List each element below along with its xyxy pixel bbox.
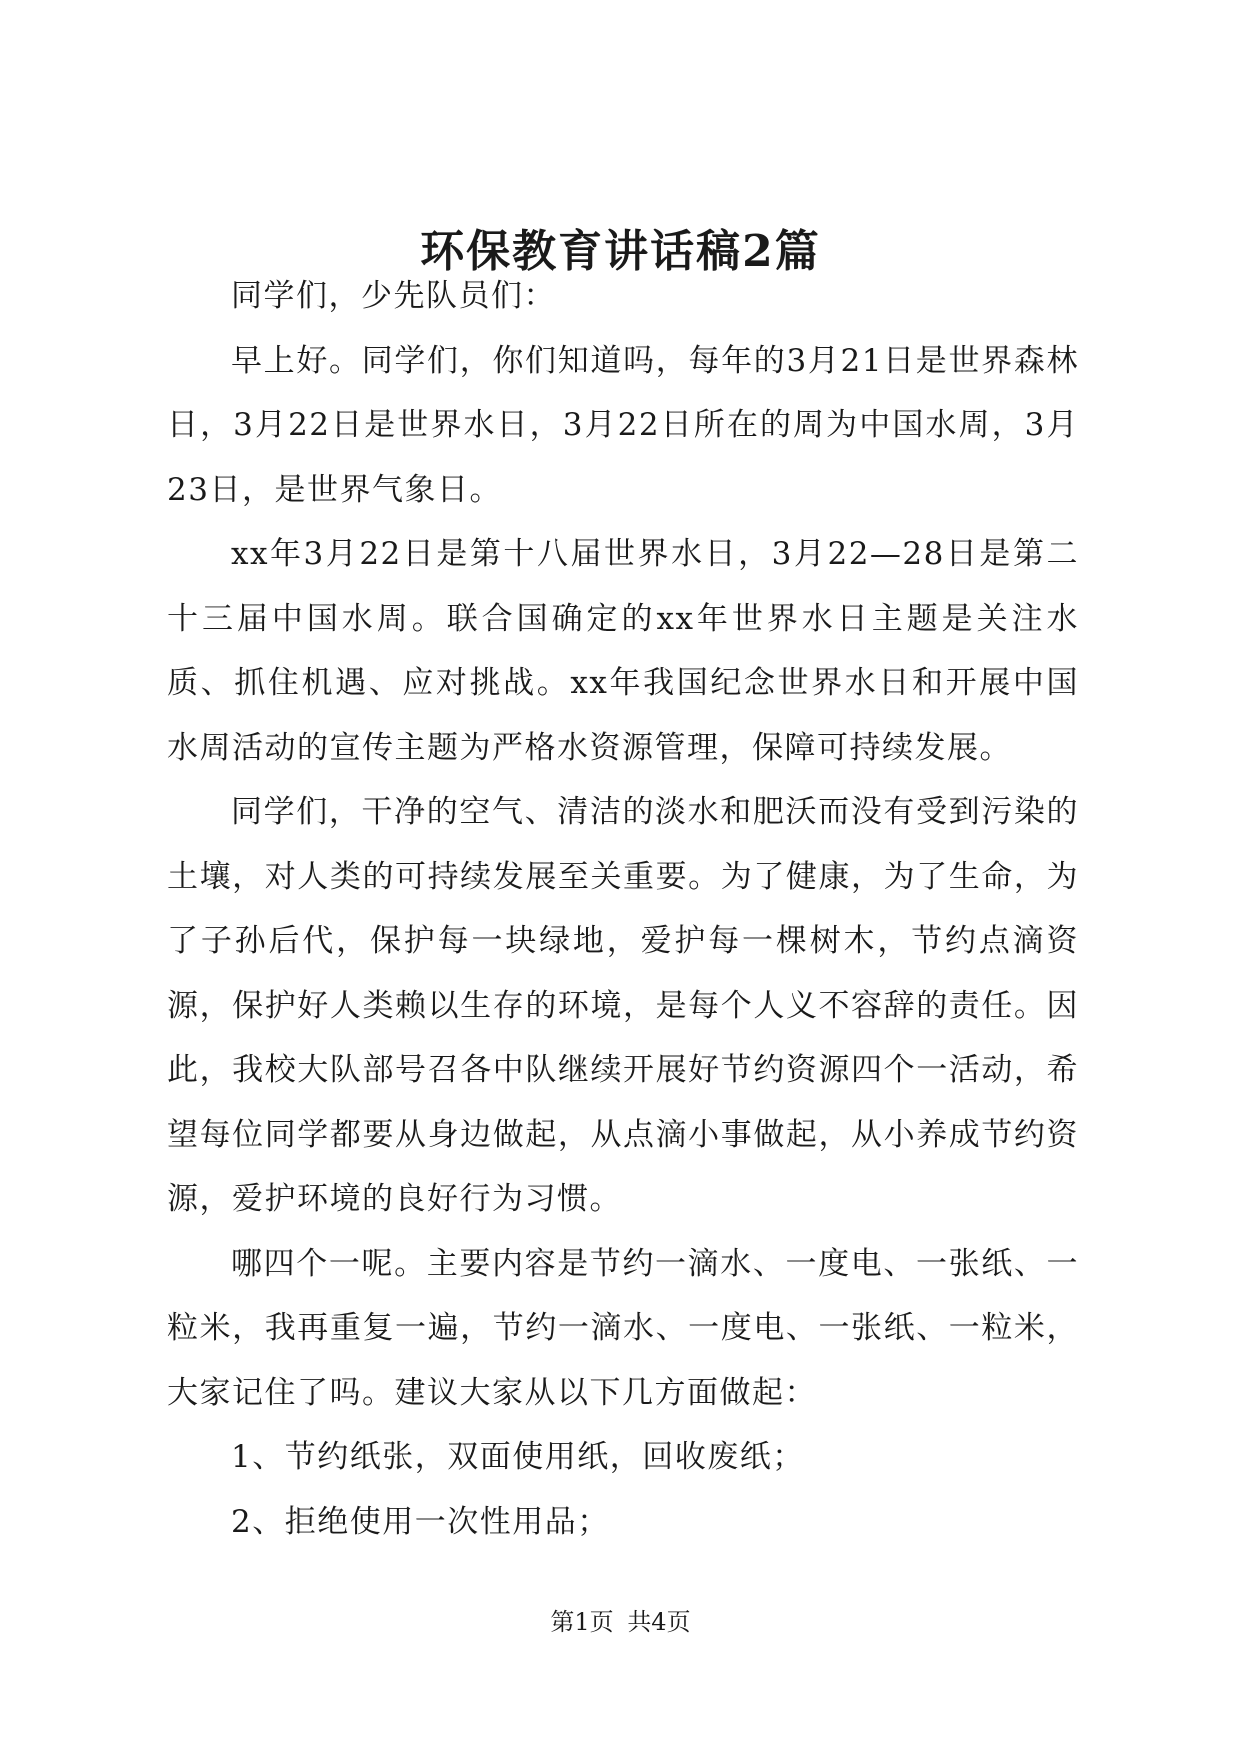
document-body: [167, 264, 1079, 1554]
list-item-1: 1、节约纸张，双面使用纸，回收废纸；: [231, 1439, 805, 1475]
page-footer: [0, 1606, 1241, 1638]
paragraph-water-day: xx年3月22日是第十八届世界水日，3月22—28日是第二十三届中国水周。联合国确定的xx年世界水日主题是关注水质、抓住机遇、应对挑战。xx年我国纪念世界水日和开展中国水周活动的宣传主题为严格水资源管理，保障可持续发展。: [167, 536, 1079, 766]
document-title: 环保教育讲话稿2篇: [420, 226, 821, 277]
paragraph-greeting: 同学们，少先队员们：: [231, 278, 556, 314]
paragraph-responsibility: 同学们，干净的空气、清洁的淡水和肥沃而没有受到污染的土壤，对人类的可持续发展至关重要。为了健康，为了生命，为了子孙后代，保护每一块绿地，爱护每一棵树木，节约点滴资源，保护好人类赖以生存的环境，是每个人义不容辞的责任。因此，我校大队部号召各中队继续开展好节约资源四个一活动，希望每位同学都要从身边做起，从点滴小事做起，从小养成节约资源，爱护环境的良好行为习惯。: [167, 794, 1079, 1217]
page-number: 第1页: [550, 1608, 614, 1636]
paragraph-four-ones: 哪四个一呢。主要内容是节约一滴水、一度电、一张纸、一粒米，我再重复一遍，节约一滴水、一度电、一张纸、一粒米，大家记住了吗。建议大家从以下几方面做起：: [167, 1245, 1079, 1411]
paragraph-intro: 早上好。同学们，你们知道吗，每年的3月21日是世界森林日，3月22日是世界水日，3月22日所在的周为中国水周，3月23日，是世界气象日。: [167, 342, 1079, 508]
list-item-2: 2、拒绝使用一次性用品；: [231, 1503, 610, 1540]
page-total: 共4页: [627, 1608, 691, 1636]
